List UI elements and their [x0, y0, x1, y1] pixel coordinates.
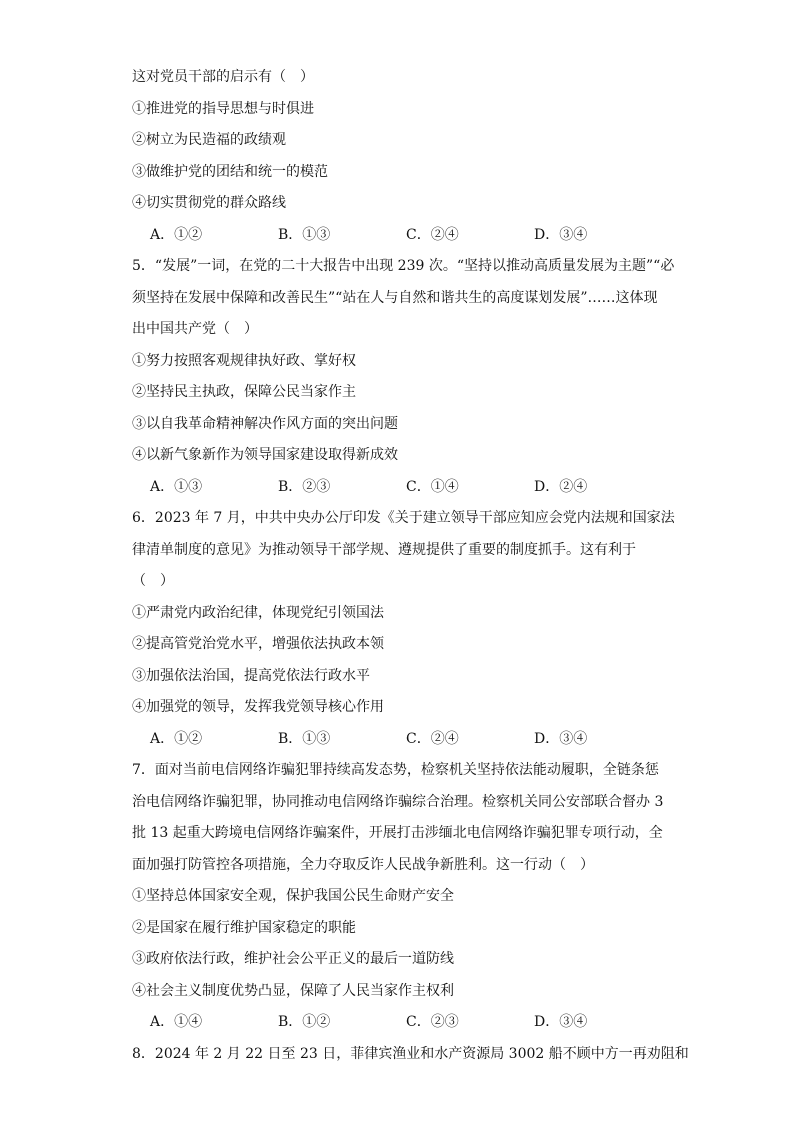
question-7	[132, 755, 662, 1039]
statement-3: ③做维护党的团结和统一的模范	[132, 163, 328, 180]
statement-3: ③政府依法行政，维护社会公平正义的最后一道防线	[132, 951, 454, 967]
question-stem-line: 8．2024 年 2 月 22 日至 23 日，菲律宾渔业和水产资源局 3002 船不顾中方一再劝阻和	[132, 1045, 689, 1062]
question-stem: 这对党员干部的启示有（ ）	[132, 69, 314, 85]
statement-2: ②坚持民主执政，保障公民当家作主	[132, 384, 356, 400]
question-stem-line: 出中国共产党（ ）	[132, 321, 258, 337]
answer-options	[132, 472, 662, 504]
statement-3: ③加强依法治国，提高党依法行政水平	[132, 667, 370, 684]
statement-2: ②是国家在履行维护国家稳定的职能	[132, 919, 356, 936]
question-6	[132, 503, 675, 755]
statement-4: ④社会主义制度优势凸显，保障了人民当家作主权利	[132, 982, 454, 999]
question-stem-line: 律清单制度的意见》为推动领导干部学规、遵规提供了重要的制度抓手。这有利于	[132, 541, 636, 558]
option-d[interactable]: D．②④	[534, 478, 588, 495]
option-c[interactable]: C．①④	[406, 478, 459, 495]
question-stem-line: 5．“发展”一词，在党的二十大报告中出现 239 次。“坚持以推动高质量发展为主题”“必	[132, 258, 675, 274]
option-d[interactable]: D．③④	[534, 226, 588, 243]
statement-4: ④以新气象新作为领导国家建设取得新成效	[132, 447, 398, 463]
option-c[interactable]: C．②④	[406, 226, 459, 243]
option-a[interactable]: A．①④	[150, 1014, 203, 1030]
statement-2: ②树立为民造福的政绩观	[132, 132, 286, 148]
option-a[interactable]: A．①②	[150, 226, 203, 243]
option-b[interactable]: B．②③	[278, 478, 331, 495]
option-d[interactable]: D．③④	[534, 1014, 588, 1030]
question-4	[132, 62, 662, 251]
statement-1: ①严肃党内政治纪律，体现党纪引领国法	[132, 604, 384, 621]
question-stem-line: 治电信网络诈骗犯罪，协同推动电信网络诈骗综合治理。检察机关同公安部联合督办 3	[132, 793, 664, 810]
question-stem-line: （ ）	[132, 573, 174, 589]
question-stem-line: 6．2023 年 7 月，中共中央办公厅印发《关于建立领导干部应知应会党内法规和国家法	[132, 510, 675, 526]
question-stem-line: 面加强打防管控各项措施，全力夺取反诈人民战争新胜利。这一行动（ ）	[132, 856, 594, 873]
question-8	[132, 1039, 689, 1071]
option-b[interactable]: B．①②	[278, 1014, 331, 1030]
option-b[interactable]: B．①③	[278, 730, 331, 747]
question-stem-line: 须坚持在发展中保障和改善民生”“站在人与自然和谐共生的高度谋划发展”……这体现	[132, 289, 658, 306]
answer-options	[132, 724, 662, 756]
statement-3: ③以自我革命精神解决作风方面的突出问题	[132, 415, 398, 432]
answer-options	[132, 220, 662, 252]
statement-4: ④加强党的领导，发挥我党领导核心作用	[132, 699, 384, 715]
option-c[interactable]: C．②④	[406, 730, 459, 747]
statement-2: ②提高管党治党水平，增强依法执政本领	[132, 636, 384, 652]
option-c[interactable]: C．②③	[406, 1014, 459, 1030]
option-a[interactable]: A．①②	[150, 730, 203, 747]
answer-options	[132, 1007, 662, 1039]
statement-1: ①坚持总体国家安全观，保护我国公民生命财产安全	[132, 888, 454, 904]
question-stem-line: 7．面对当前电信网络诈骗犯罪持续高发态势，检察机关坚持依法能动履职，全链条惩	[132, 762, 659, 778]
option-b[interactable]: B．①③	[278, 226, 331, 243]
question-stem-line: 批 13 起重大跨境电信网络诈骗案件，开展打击涉缅北电信网络诈骗犯罪专项行动，全	[132, 825, 663, 841]
statement-1: ①努力按照客观规律执好政、掌好权	[132, 352, 356, 369]
statement-4: ④切实贯彻党的群众路线	[132, 195, 286, 211]
question-5	[132, 251, 675, 503]
statement-1: ①推进党的指导思想与时俱进	[132, 100, 314, 117]
question-content	[132, 62, 689, 1070]
option-a[interactable]: A．①③	[150, 478, 203, 495]
option-d[interactable]: D．③④	[534, 730, 588, 747]
